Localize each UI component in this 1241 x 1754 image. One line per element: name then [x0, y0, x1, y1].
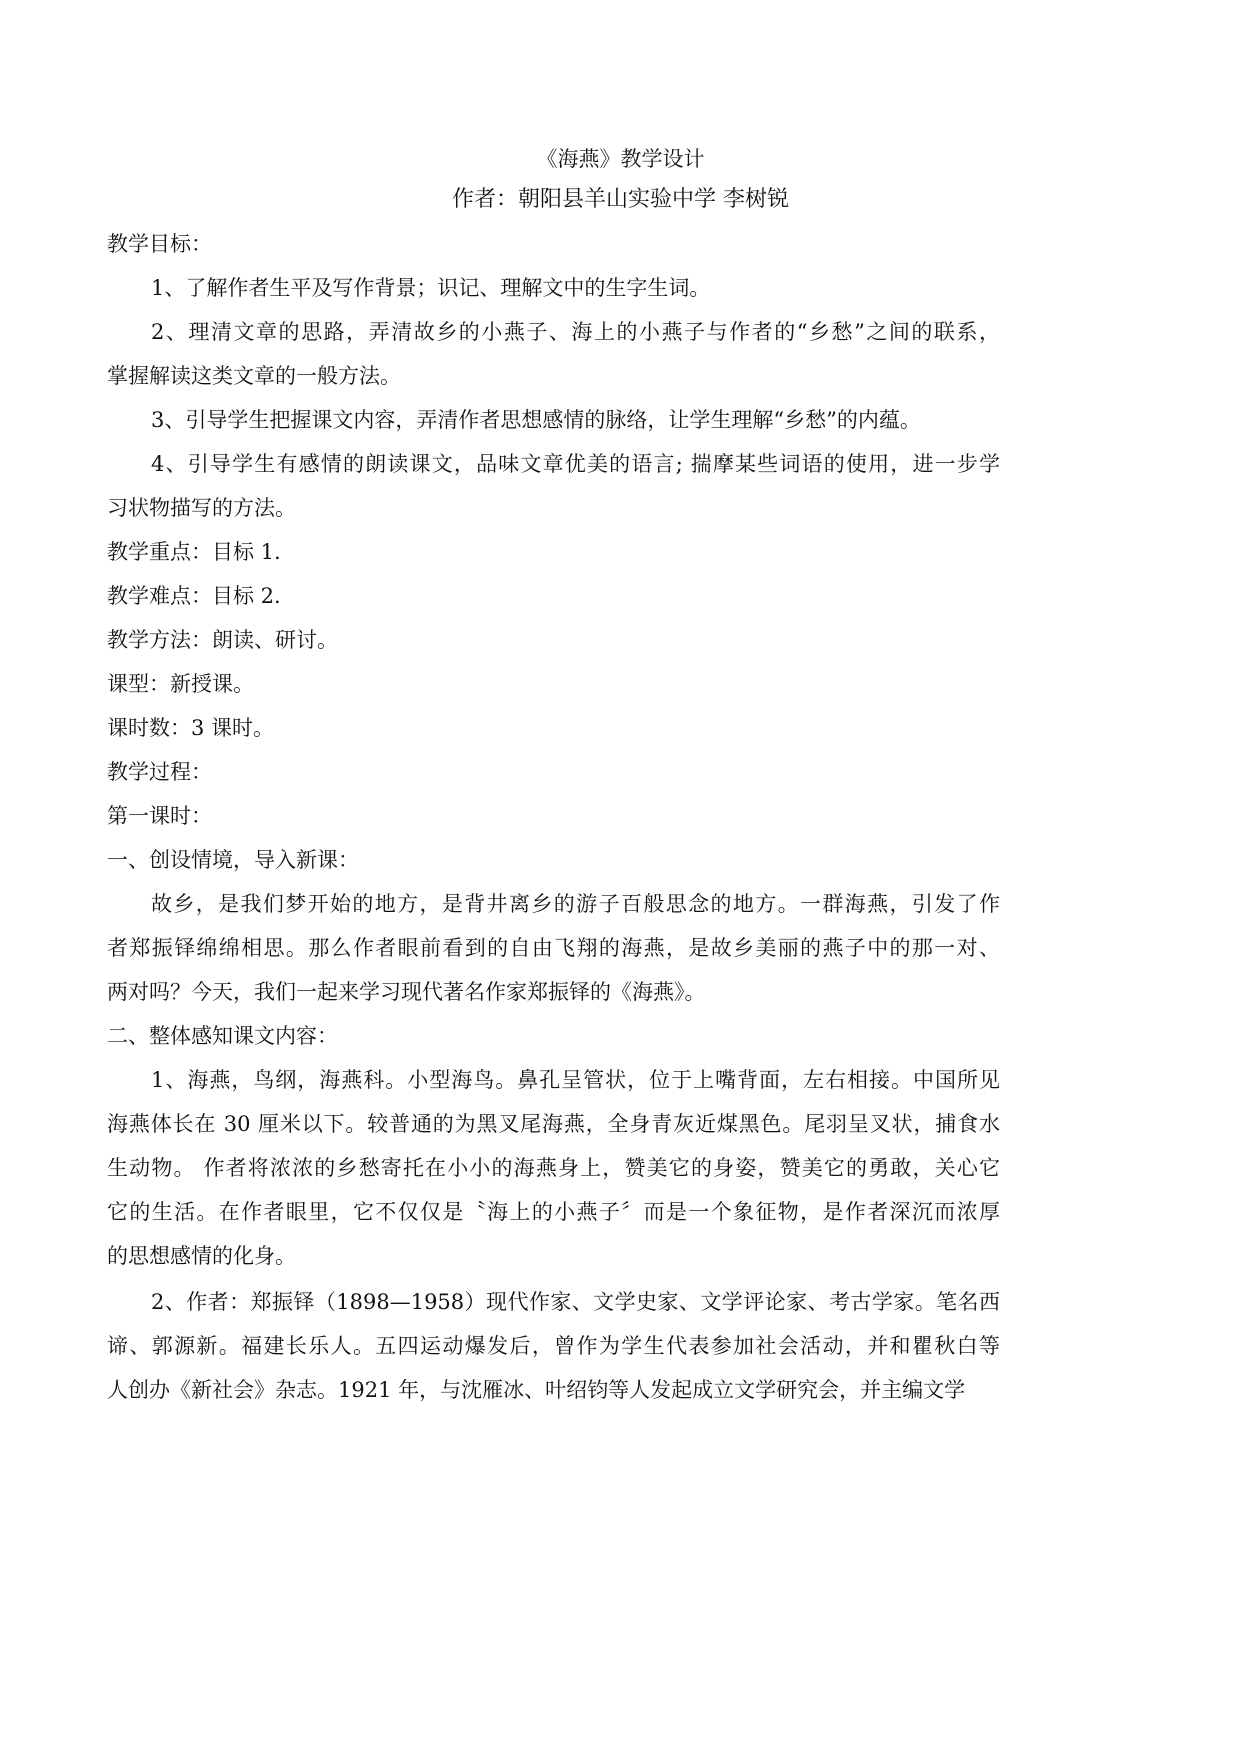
paragraph-line: 课型：新授课。 — [107, 672, 254, 696]
paragraph-line: 的思想感情的化身。 — [107, 1244, 296, 1268]
paragraph-line: 谛、郭源新。福建长乐人。五四运动爆发后，曾作为学生代表参加社会活动，并和瞿秋白等 — [107, 1334, 1000, 1358]
paragraph-line: 生动物。 作者将浓浓的乡愁寄托在小小的海燕身上，赞美它的身姿，赞美它的勇敢，关心它 — [107, 1156, 1000, 1180]
paragraph-line: 教学目标： — [107, 232, 212, 256]
paragraph-line: 教学重点：目标 1. — [107, 540, 281, 564]
paragraph-line: 课时数：3 课时。 — [107, 716, 275, 740]
paragraph-line: 一、创设情境，导入新课： — [107, 848, 359, 872]
paragraph-line: 人创办《新社会》杂志。1921 年，与沈雁冰、叶绍钧等人发起成立文学研究会，并主编文学 — [107, 1378, 966, 1402]
paragraph-line: 海燕体长在 30 厘米以下。较普通的为黑叉尾海燕，全身青灰近煤黑色。尾羽呈叉状，捕食水 — [107, 1112, 1000, 1136]
paragraph-line: 两对吗？今天，我们一起来学习现代著名作家郑振铎的《海燕》。 — [107, 980, 706, 1004]
document-title: 《海燕》教学设计 — [536, 147, 705, 171]
paragraph-line: 习状物描写的方法。 — [107, 496, 296, 520]
paragraph-line: 它的生活。在作者眼里，它不仅仅是〝海上的小燕子〞而是一个象征物，是作者深沉而浓厚 — [107, 1200, 1000, 1224]
paragraph-line: 4、引导学生有感情的朗读课文，品味文章优美的语言; 揣摩某些词语的使用，进一步学 — [151, 452, 1000, 476]
paragraph-line: 第一课时： — [107, 804, 212, 828]
paragraph-line: 二、整体感知课文内容： — [107, 1024, 338, 1048]
paragraph-line: 教学过程： — [107, 760, 212, 784]
paragraph-line: 1、海燕，鸟纲，海燕科。小型海鸟。鼻孔呈管状，位于上嘴背面，左右相接。中国所见 — [151, 1068, 1000, 1092]
paragraph-line: 掌握解读这类文章的一般方法。 — [107, 364, 401, 388]
paragraph-line: 1、了解作者生平及写作背景；识记、理解文中的生字生词。 — [151, 276, 711, 300]
paragraph-line: 2、理清文章的思路，弄清故乡的小燕子、海上的小燕子与作者的“乡愁”之间的联系， — [151, 320, 1000, 344]
paragraph-line: 2、作者：郑振铎（1898—1958）现代作家、文学史家、文学评论家、考古学家。笔名西 — [151, 1290, 1000, 1314]
paragraph-line: 3、引导学生把握课文内容，弄清作者思想感情的脉络，让学生理解“乡愁”的内蕴。 — [151, 408, 921, 432]
paragraph-line: 者郑振铎绵绵相思。那么作者眼前看到的自由飞翔的海燕，是故乡美丽的燕子中的那一对、 — [107, 936, 1000, 960]
paragraph-line: 教学方法：朗读、研讨。 — [107, 628, 338, 652]
paragraph-line: 教学难点：目标 2. — [107, 584, 281, 608]
author-line: 作者：朝阳县羊山实验中学 李树锐 — [452, 187, 789, 212]
paragraph-line: 故乡，是我们梦开始的地方，是背井离乡的游子百般思念的地方。一群海燕，引发了作 — [151, 892, 1000, 916]
